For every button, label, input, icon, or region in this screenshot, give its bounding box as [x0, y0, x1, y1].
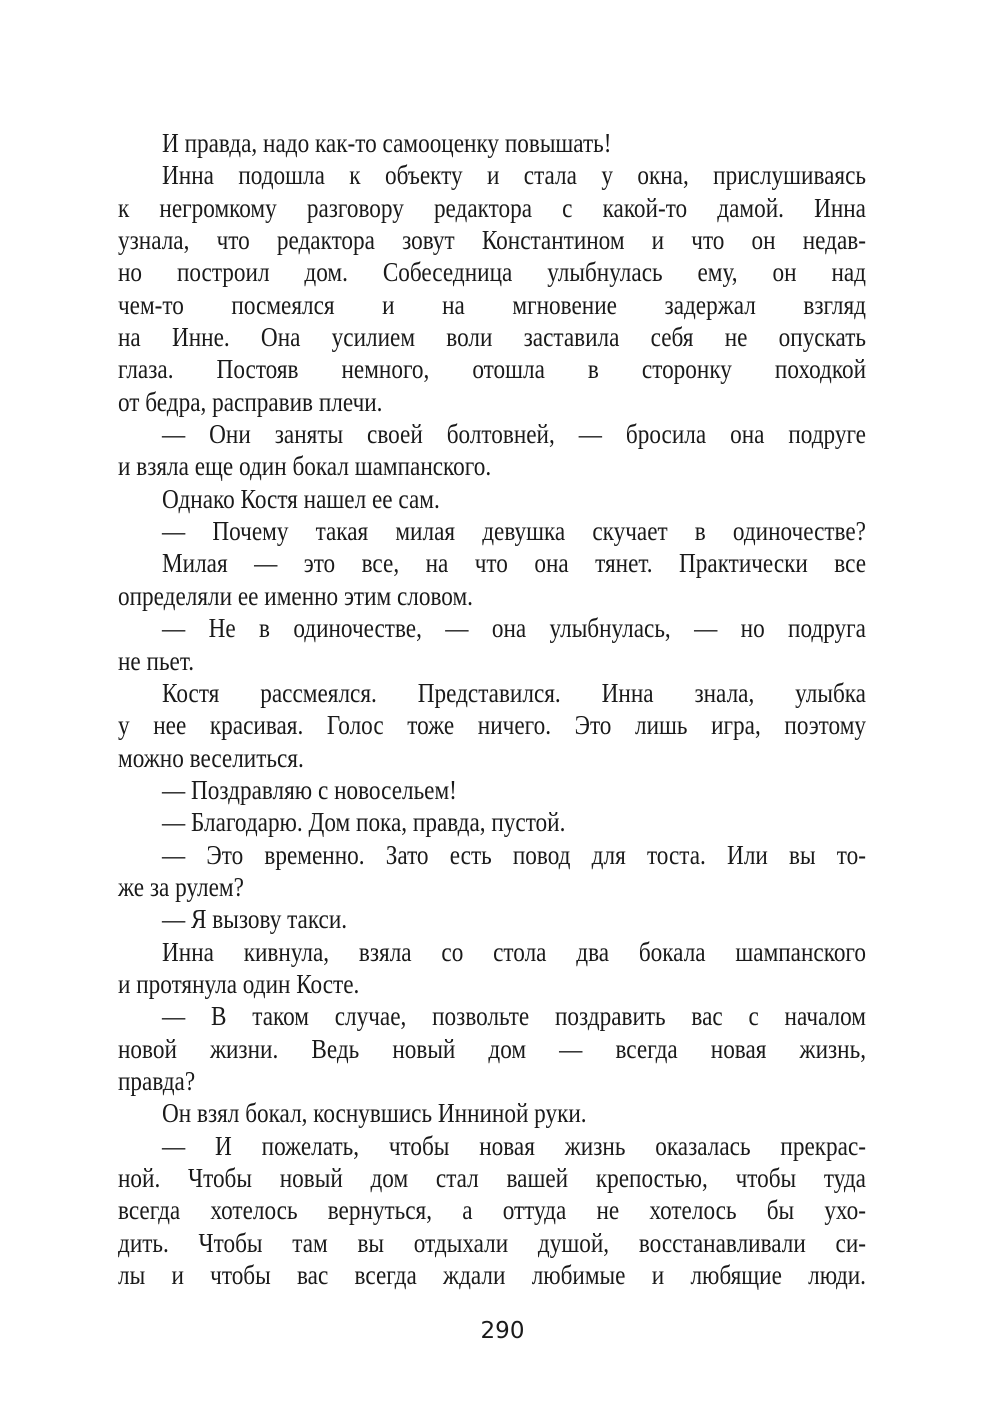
text-line — [118, 1259, 866, 1291]
text-line — [118, 806, 866, 838]
text-line-content: чем-то посмеялся и на мгновение задержал взгляд — [118, 289, 866, 320]
text-line — [118, 936, 866, 968]
text-line — [118, 645, 866, 677]
text-line — [118, 1162, 866, 1194]
text-line — [118, 839, 866, 871]
text-line — [118, 1000, 866, 1032]
text-line — [118, 289, 866, 321]
page-number: 290 — [480, 1318, 525, 1344]
text-line — [118, 774, 866, 806]
text-line — [118, 256, 866, 288]
text-line-content: у нее красивая. Голос тоже ничего. Это лишь игра, поэтому — [118, 710, 866, 741]
text-line-content: же за рулем? — [118, 871, 244, 902]
text-line — [118, 580, 866, 612]
text-line — [118, 1130, 866, 1162]
text-line-content: — Благодарю. Дом пока, правда, пустой. — [161, 807, 566, 838]
text-line-content: Инна кивнула, взяла со стола два бокала шампанского — [161, 936, 866, 967]
text-line-content: — Я вызову такси. — [161, 904, 348, 935]
text-line-content: можно веселиться. — [118, 742, 304, 773]
text-line-content: не пьет. — [118, 645, 195, 676]
text-line — [118, 871, 866, 903]
text-line-content: узнала, что редактора зовут Константином и что он недав- — [118, 225, 866, 256]
text-line — [118, 353, 866, 385]
text-line-content: глаза. Постояв немного, отошла в сторонку походкой — [118, 354, 866, 385]
text-line-content: лы и чтобы вас всегда ждали любимые и любящие люди. — [118, 1260, 866, 1291]
text-line — [118, 450, 866, 482]
text-line — [118, 709, 866, 741]
text-line — [118, 224, 866, 256]
text-line-content: новой жизни. Ведь новый дом — всегда новая жизнь, — [118, 1033, 866, 1064]
text-line-content: И правда, надо как-то самооценку повышать! — [161, 128, 612, 158]
text-line-content: от бедра, расправив плечи. — [118, 386, 383, 417]
text-line — [118, 968, 866, 1000]
text-line — [118, 321, 866, 353]
text-line — [118, 903, 866, 935]
text-line-content: Костя рассмеялся. Представился. Инна знала, улыбка — [161, 677, 866, 708]
text-line-content: Инна подошла к объекту и стала у окна, прислушиваясь — [161, 160, 866, 191]
text-line — [118, 483, 866, 515]
text-line — [118, 1227, 866, 1259]
text-line-content: — В таком случае, позвольте поздравить вас с началом — [161, 1001, 866, 1032]
body-text — [118, 127, 866, 1291]
text-line-content: правда? — [118, 1065, 196, 1096]
text-line — [118, 386, 866, 418]
text-line-content: — И пожелать, чтобы новая жизнь оказалась прекрас- — [161, 1130, 866, 1161]
text-line — [118, 515, 866, 547]
text-line-content: дить. Чтобы там вы отдыхали душой, восстанавливали си- — [118, 1227, 866, 1258]
text-line-content: ной. Чтобы новый дом стал вашей крепостью, чтобы туда — [118, 1163, 866, 1193]
text-line — [118, 742, 866, 774]
text-line — [118, 612, 866, 644]
text-line-content: Однако Костя нашел ее сам. — [161, 483, 440, 514]
text-line-content: определяли ее именно этим словом. — [118, 580, 473, 611]
text-line — [118, 1097, 866, 1129]
text-line-content: — Не в одиночестве, — она улыбнулась, — но подруга — [161, 613, 866, 644]
text-line — [118, 1194, 866, 1226]
text-line-content: всегда хотелось вернуться, а оттуда не хотелось бы ухо- — [118, 1195, 866, 1226]
text-line — [118, 1033, 866, 1065]
text-line — [118, 547, 866, 579]
text-line-content: и взяла еще один бокал шампанского. — [118, 451, 492, 482]
text-line — [118, 1065, 866, 1097]
text-line-content: — Они заняты своей болтовней, — бросила она подруге — [161, 419, 866, 450]
text-line-content: — Поздравляю с новосельем! — [161, 774, 457, 805]
text-line — [118, 127, 866, 159]
text-line-content: но построил дом. Собеседница улыбнулась ему, он над — [118, 257, 866, 288]
text-line-content: на Инне. Она усилием воли заставила себя не опускать — [118, 322, 866, 353]
text-line-content: Милая — это все, на что она тянет. Практически все — [161, 548, 866, 579]
text-line-content: — Почему такая милая девушка скучает в одиночестве? — [161, 516, 866, 547]
text-line — [118, 192, 866, 224]
text-line-content: и протянула один Косте. — [118, 968, 360, 999]
text-line — [118, 159, 866, 191]
text-line — [118, 418, 866, 450]
text-line-content: Он взял бокал, коснувшись Инниной руки. — [161, 1098, 587, 1129]
text-line-content: — Это временно. Зато есть повод для тоста. Или вы то- — [161, 839, 866, 870]
text-line — [118, 677, 866, 709]
text-line-content: к негромкому разговору редактора с какой-то дамой. Инна — [118, 192, 866, 223]
